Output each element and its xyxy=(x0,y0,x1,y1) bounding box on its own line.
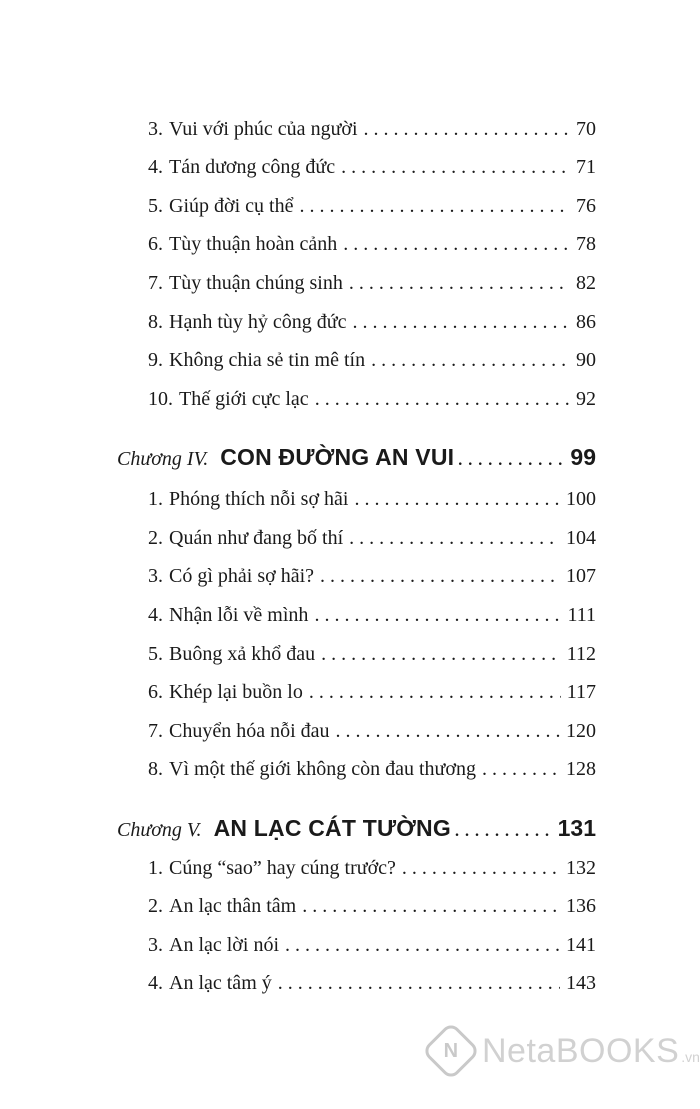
toc-entry xyxy=(148,348,596,372)
entry-number: 2. xyxy=(148,895,163,917)
entry-number: 8. xyxy=(148,758,163,780)
entry-title: Phóng thích nỗi sợ hãi xyxy=(169,488,349,510)
entry-number: 3. xyxy=(148,118,163,140)
entry-number: 4. xyxy=(148,156,163,178)
dot-leader xyxy=(349,271,570,295)
entry-title: Nhận lỗi về mình xyxy=(169,604,309,626)
entry-number: 6. xyxy=(148,233,163,255)
toc-entry xyxy=(148,155,596,179)
dot-leader xyxy=(314,603,561,627)
entry-page: 76 xyxy=(576,195,596,217)
chapter-heading xyxy=(117,815,596,842)
entry-number: 3. xyxy=(148,934,163,956)
entry-number: 5. xyxy=(148,643,163,665)
toc-entry xyxy=(148,680,596,704)
toc-entry xyxy=(148,194,596,218)
entry-number: 9. xyxy=(148,349,163,371)
entry-title: Không chia sẻ tin mê tín xyxy=(169,349,366,371)
entry-title: Buông xả khổ đau xyxy=(169,643,316,665)
entry-page: 141 xyxy=(566,934,596,956)
toc-entry xyxy=(148,894,596,918)
toc-entry xyxy=(148,526,596,550)
entry-page: 78 xyxy=(576,233,596,255)
toc-entry xyxy=(148,933,596,957)
dot-leader xyxy=(402,856,560,880)
entry-page: 86 xyxy=(576,311,596,333)
entry-number: 5. xyxy=(148,195,163,217)
entry-title: Khép lại buồn lo xyxy=(169,681,303,703)
chapter-page: 99 xyxy=(570,444,596,470)
toc-entry xyxy=(148,757,596,781)
entry-page: 70 xyxy=(576,118,596,140)
toc-entry xyxy=(148,564,596,588)
entry-number: 3. xyxy=(148,565,163,587)
entry-number: 2. xyxy=(148,527,163,549)
dot-leader xyxy=(352,310,570,334)
entry-title: Giúp đời cụ thể xyxy=(169,195,294,217)
entry-number: 1. xyxy=(148,488,163,510)
dot-leader xyxy=(321,642,561,666)
entry-title: Quán như đang bố thí xyxy=(169,527,344,549)
chapter-heading xyxy=(117,444,596,471)
entry-page: 132 xyxy=(566,857,596,879)
dot-leader xyxy=(458,452,566,470)
toc-entry xyxy=(148,232,596,256)
entry-title: Tùy thuận hoàn cảnh xyxy=(169,233,338,255)
toc-entry xyxy=(148,603,596,627)
logo-text: NetaBOOKS xyxy=(482,1031,680,1070)
logo-mark-icon xyxy=(421,1021,480,1080)
entry-page: 111 xyxy=(567,604,596,626)
entry-page: 136 xyxy=(566,895,596,917)
dot-leader xyxy=(364,117,570,141)
entry-page: 71 xyxy=(576,156,596,178)
chapter-page: 131 xyxy=(557,815,596,841)
chapter-title: CON ĐƯỜNG AN VUI xyxy=(220,444,455,470)
dot-leader xyxy=(349,526,560,550)
logo-suffix: .vn xyxy=(681,1049,700,1065)
dot-leader xyxy=(285,933,560,957)
toc-entry xyxy=(148,719,596,743)
entry-title: Thế giới cực lạc xyxy=(179,388,309,410)
entry-title: Có gì phải sợ hãi? xyxy=(169,565,314,587)
dot-leader xyxy=(336,719,560,743)
entry-title: Chuyển hóa nỗi đau xyxy=(169,720,330,742)
entry-title: Vì một thế giới không còn đau thương xyxy=(169,758,476,780)
dot-leader xyxy=(341,155,570,179)
dot-leader xyxy=(320,564,560,588)
dot-leader xyxy=(354,487,560,511)
entry-number: 1. xyxy=(148,857,163,879)
entry-title: Vui với phúc của người xyxy=(169,118,358,140)
chapter-label: Chương IV. xyxy=(117,448,209,470)
dot-leader xyxy=(302,894,560,918)
entry-number: 4. xyxy=(148,604,163,626)
chapter-title: AN LẠC CÁT TƯỜNG xyxy=(213,815,451,841)
entry-page: 92 xyxy=(576,388,596,410)
entry-page: 128 xyxy=(566,758,596,780)
watermark-logo xyxy=(430,1030,700,1072)
entry-page: 100 xyxy=(566,488,596,510)
entry-number: 10. xyxy=(148,388,173,410)
entry-page: 90 xyxy=(576,349,596,371)
entry-title: Cúng “sao” hay cúng trước? xyxy=(169,857,396,879)
entry-page: 107 xyxy=(566,565,596,587)
dot-leader xyxy=(343,232,570,256)
entry-number: 7. xyxy=(148,720,163,742)
entry-number: 4. xyxy=(148,972,163,994)
dot-leader xyxy=(309,680,561,704)
entry-page: 117 xyxy=(566,681,596,703)
dot-leader xyxy=(278,971,560,995)
chapter-label: Chương V. xyxy=(117,819,202,841)
entry-page: 112 xyxy=(566,643,596,665)
dot-leader xyxy=(299,194,570,218)
toc-entry xyxy=(148,271,596,295)
entry-number: 7. xyxy=(148,272,163,294)
dot-leader xyxy=(482,757,560,781)
dot-leader xyxy=(315,387,570,411)
entry-title: An lạc tâm ý xyxy=(169,972,272,994)
entry-title: Tán dương công đức xyxy=(169,156,336,178)
logo-mark-letter: N xyxy=(443,1039,459,1062)
entry-title: An lạc lời nói xyxy=(169,934,279,956)
toc-entry xyxy=(148,642,596,666)
entry-number: 8. xyxy=(148,311,163,333)
dot-leader xyxy=(371,348,570,372)
toc-entry xyxy=(148,117,596,141)
entry-page: 120 xyxy=(566,720,596,742)
toc-entry xyxy=(148,310,596,334)
toc-entry xyxy=(148,856,596,880)
entry-number: 6. xyxy=(148,681,163,703)
toc-entry xyxy=(148,487,596,511)
toc-entry xyxy=(148,971,596,995)
dot-leader xyxy=(455,823,554,841)
entry-title: Hạnh tùy hỷ công đức xyxy=(169,311,347,333)
entry-page: 143 xyxy=(566,972,596,994)
toc-entry xyxy=(148,387,596,411)
entry-title: Tùy thuận chúng sinh xyxy=(169,272,343,294)
entry-page: 82 xyxy=(576,272,596,294)
entry-page: 104 xyxy=(566,527,596,549)
entry-title: An lạc thân tâm xyxy=(169,895,297,917)
